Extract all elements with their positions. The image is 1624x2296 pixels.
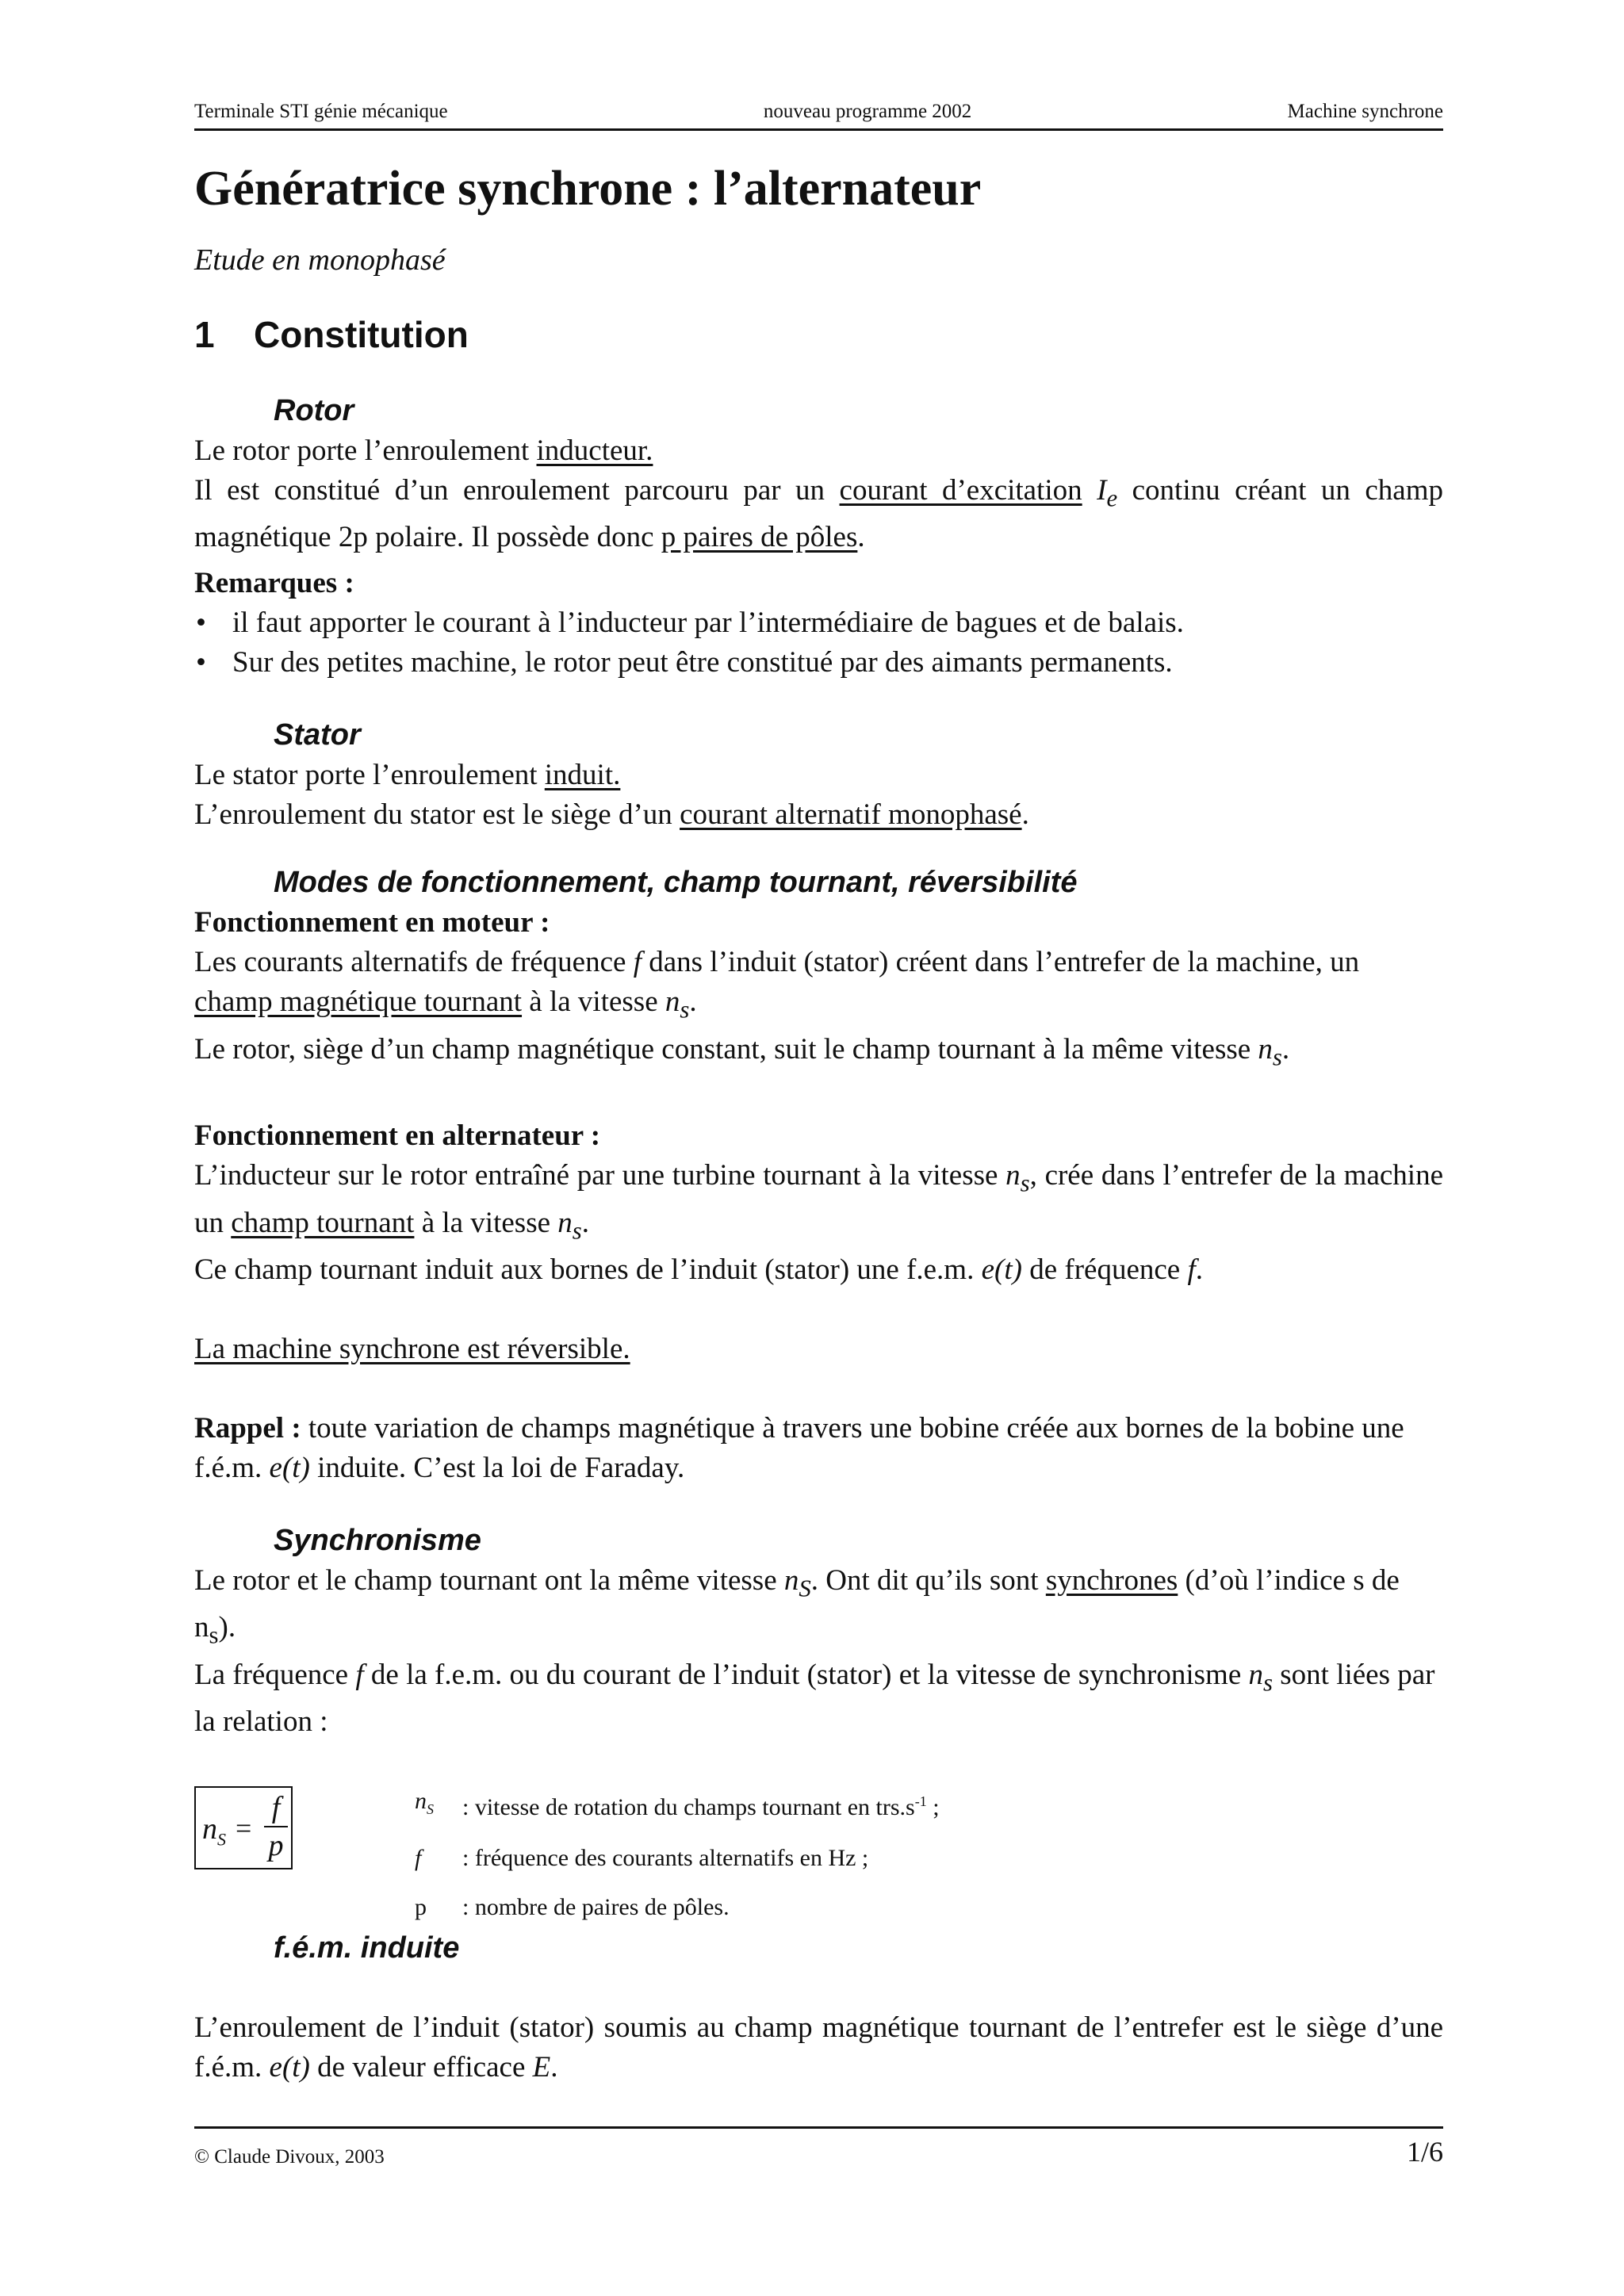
page-subtitle: Etude en monophasé bbox=[194, 243, 446, 277]
text: toute variation de champs magnétique à travers une bobine créée aux bornes de la bobine une f.é.m. bbox=[194, 1411, 1404, 1484]
spacer bbox=[194, 1369, 1443, 1409]
formula-lhs bbox=[202, 1812, 226, 1850]
spacer bbox=[194, 1290, 1443, 1330]
text: Le stator porte l’enroulement bbox=[194, 759, 545, 792]
text: Il est constitué d’un enroulement parcouru par un bbox=[194, 474, 840, 507]
underlined-term: champ tournant bbox=[231, 1206, 415, 1239]
remarks-title: Remarques : bbox=[194, 567, 354, 600]
formula-definitions bbox=[415, 1777, 940, 1932]
text: Le rotor, siège d’un champ magnétique constant, suit le champ tournant à la même vitesse bbox=[194, 1032, 1258, 1066]
var: n bbox=[665, 985, 680, 1019]
text: ). bbox=[218, 1611, 236, 1644]
definition-row bbox=[415, 1883, 940, 1932]
math-var bbox=[557, 1206, 582, 1244]
math-var: e(t) bbox=[981, 1253, 1022, 1286]
unit-exponent: -1 bbox=[914, 1793, 927, 1810]
reversible-statement bbox=[194, 1330, 1443, 1369]
var: I bbox=[1097, 474, 1107, 507]
rappel-title: Rappel : bbox=[194, 1411, 301, 1445]
text: à la vitesse bbox=[414, 1206, 558, 1239]
text: La fréquence bbox=[194, 1658, 356, 1691]
heading-modes: Modes de fonctionnement, champ tournant, réversibilité bbox=[274, 866, 1078, 900]
definition-symbol: f bbox=[415, 1845, 422, 1872]
text: Le rotor porte l’enroulement bbox=[194, 434, 537, 467]
math-var: f bbox=[1187, 1253, 1196, 1286]
moteur-title: Fonctionnement en moteur : bbox=[194, 906, 550, 939]
header-left: Terminale STI génie mécanique bbox=[194, 101, 448, 122]
alternateur-title: Fonctionnement en alternateur : bbox=[194, 1119, 601, 1153]
text: , crée dans l’entrefer de la machine un bbox=[194, 1159, 1443, 1239]
footer-copyright: © Claude Divoux, 2003 bbox=[194, 2146, 385, 2168]
rotor-paragraph-2 bbox=[194, 471, 1443, 557]
heading-stator: Stator bbox=[274, 718, 361, 752]
alternateur-paragraph-1 bbox=[194, 1156, 1443, 1250]
header-center: nouveau programme 2002 bbox=[763, 101, 972, 122]
list-item: • il faut apporter le courant à l’inducteur par l’intermédiaire de bagues et de balais. bbox=[194, 603, 1443, 643]
text: sont liées par la relation : bbox=[194, 1658, 1435, 1739]
text: ; bbox=[926, 1794, 940, 1821]
moteur-paragraph-2 bbox=[194, 1030, 1443, 1077]
math-var bbox=[1248, 1658, 1274, 1697]
math-var bbox=[665, 985, 690, 1024]
underlined-term: inducteur. bbox=[536, 434, 653, 467]
page-footer bbox=[194, 2126, 1443, 2168]
math-var: f bbox=[633, 946, 642, 979]
formula-block bbox=[194, 1777, 1443, 1927]
text: . bbox=[1021, 798, 1029, 832]
var-sub: e bbox=[1106, 484, 1118, 512]
var-sub: s bbox=[572, 1216, 582, 1244]
text: (d’où l’indice s de n bbox=[194, 1563, 1400, 1644]
math-var: E bbox=[532, 2051, 551, 2084]
formula-lhs-sub: S bbox=[217, 1829, 226, 1850]
text: de fréquence bbox=[1021, 1253, 1188, 1286]
var: n bbox=[1248, 1658, 1263, 1691]
spacer bbox=[194, 1077, 1443, 1116]
math-var: e(t) bbox=[269, 1451, 310, 1484]
rotor-line-1 bbox=[194, 431, 1443, 471]
var-sub: s bbox=[1263, 1669, 1273, 1697]
var: n bbox=[1258, 1032, 1273, 1066]
text: Le rotor et le champ tournant ont la même vitesse bbox=[194, 1563, 784, 1597]
page-title: Génératrice synchrone : l’alternateur bbox=[194, 162, 982, 216]
spacer bbox=[194, 1969, 1443, 2008]
section-number: 1 bbox=[194, 314, 215, 355]
definition-text bbox=[462, 1777, 940, 1834]
heading-synchronisme: Synchronisme bbox=[274, 1523, 481, 1557]
text: à la vitesse bbox=[522, 985, 665, 1019]
formula-numerator: f bbox=[271, 1791, 281, 1825]
var-sub: s bbox=[1020, 1169, 1030, 1197]
definition-text: : fréquence des courants alternatifs en Hz ; bbox=[462, 1845, 869, 1872]
text: Les courants alternatifs de fréquence bbox=[194, 946, 634, 979]
rappel-paragraph bbox=[194, 1409, 1443, 1488]
page-number: 1/6 bbox=[1406, 2136, 1443, 2168]
math-var: f bbox=[355, 1658, 364, 1691]
math-var bbox=[1005, 1159, 1030, 1197]
sync-paragraph-2 bbox=[194, 1655, 1443, 1742]
var-sub: S bbox=[799, 1575, 811, 1602]
underlined-term: p paires de pôles bbox=[661, 521, 858, 554]
formula-denominator: p bbox=[268, 1829, 284, 1863]
formula-equals: = bbox=[236, 1812, 252, 1845]
formula-box bbox=[194, 1786, 293, 1869]
underlined-term: synchrones bbox=[1045, 1563, 1178, 1597]
text: . bbox=[1281, 1032, 1290, 1066]
text: L’enroulement du stator est le siège d’un bbox=[194, 798, 680, 832]
page-header bbox=[194, 100, 1443, 131]
stator-line-1 bbox=[194, 756, 1443, 795]
section-heading-constitution bbox=[194, 311, 1443, 358]
text: dans l’induit (stator) créent dans l’entrefer de la machine, un bbox=[641, 946, 1360, 979]
definition-text: : nombre de paires de pôles. bbox=[462, 1894, 730, 1921]
text: . Ont dit qu’ils sont bbox=[810, 1563, 1046, 1597]
definition-row bbox=[415, 1777, 940, 1834]
underlined-term: champ magnétique tournant bbox=[194, 985, 523, 1019]
sync-paragraph-1 bbox=[194, 1561, 1443, 1655]
text: . bbox=[689, 985, 697, 1019]
text: Ce champ tournant induit aux bornes de l’induit (stator) une f.e.m. bbox=[194, 1253, 982, 1286]
definition-row bbox=[415, 1834, 940, 1883]
math-var bbox=[1258, 1032, 1282, 1071]
alternateur-paragraph-2 bbox=[194, 1250, 1443, 1290]
text: continu créant un champ magnétique 2p polaire. Il possède donc bbox=[194, 474, 1444, 554]
heading-rotor: Rotor bbox=[274, 394, 354, 427]
var: n bbox=[1005, 1159, 1021, 1192]
definition-symbol bbox=[415, 1777, 462, 1834]
math-var: e(t) bbox=[269, 2051, 310, 2084]
document-body bbox=[194, 157, 1443, 2087]
list-item: • Sur des petites machine, le rotor peut être constitué par des aimants permanents. bbox=[194, 643, 1443, 683]
text: induite. C’est la loi de Faraday. bbox=[309, 1451, 685, 1484]
math-var bbox=[1097, 474, 1118, 512]
var-sub: s bbox=[680, 996, 690, 1024]
heading-fem: f.é.m. induite bbox=[274, 1931, 460, 1965]
fem-paragraph bbox=[194, 2008, 1443, 2087]
formula-fraction bbox=[264, 1789, 288, 1864]
remarks-list bbox=[194, 603, 1443, 683]
text: . bbox=[581, 1206, 590, 1239]
var: n bbox=[557, 1206, 573, 1239]
text: : vitesse de rotation du champs tournant en trs.s bbox=[462, 1794, 915, 1821]
underlined-term: courant alternatif monophasé bbox=[680, 798, 1022, 832]
var: n bbox=[783, 1563, 799, 1597]
symbol: n bbox=[415, 1788, 427, 1815]
stator-line-2 bbox=[194, 795, 1443, 835]
text: . bbox=[857, 521, 865, 554]
var-sub: s bbox=[209, 1621, 219, 1649]
definition-symbol: p bbox=[415, 1894, 427, 1921]
text: . bbox=[550, 2051, 558, 2084]
symbol-sub: S bbox=[427, 1801, 434, 1818]
underlined-term: La machine synchrone est réversible. bbox=[194, 1332, 630, 1365]
formula-lhs-var: n bbox=[202, 1812, 217, 1846]
underlined-term: induit. bbox=[544, 759, 621, 792]
var-sub: s bbox=[1272, 1043, 1282, 1071]
text: L’inducteur sur le rotor entraîné par une turbine tournant à la vitesse bbox=[194, 1159, 1006, 1192]
math-var bbox=[783, 1563, 811, 1602]
text: de la f.e.m. ou du courant de l’induit (stator) et la vitesse de synchronisme bbox=[363, 1658, 1249, 1691]
section-title: Constitution bbox=[254, 314, 469, 355]
underlined-term: courant d’excitation bbox=[839, 474, 1082, 507]
text: . bbox=[1195, 1253, 1203, 1286]
moteur-paragraph-1 bbox=[194, 943, 1443, 1029]
text: L’enroulement de l’induit (stator) soumis au champ magnétique tournant de l’entrefer est le siège d’une f.é.m. bbox=[194, 2011, 1443, 2084]
header-right: Machine synchrone bbox=[1287, 101, 1443, 122]
text: de valeur efficace bbox=[309, 2051, 533, 2084]
